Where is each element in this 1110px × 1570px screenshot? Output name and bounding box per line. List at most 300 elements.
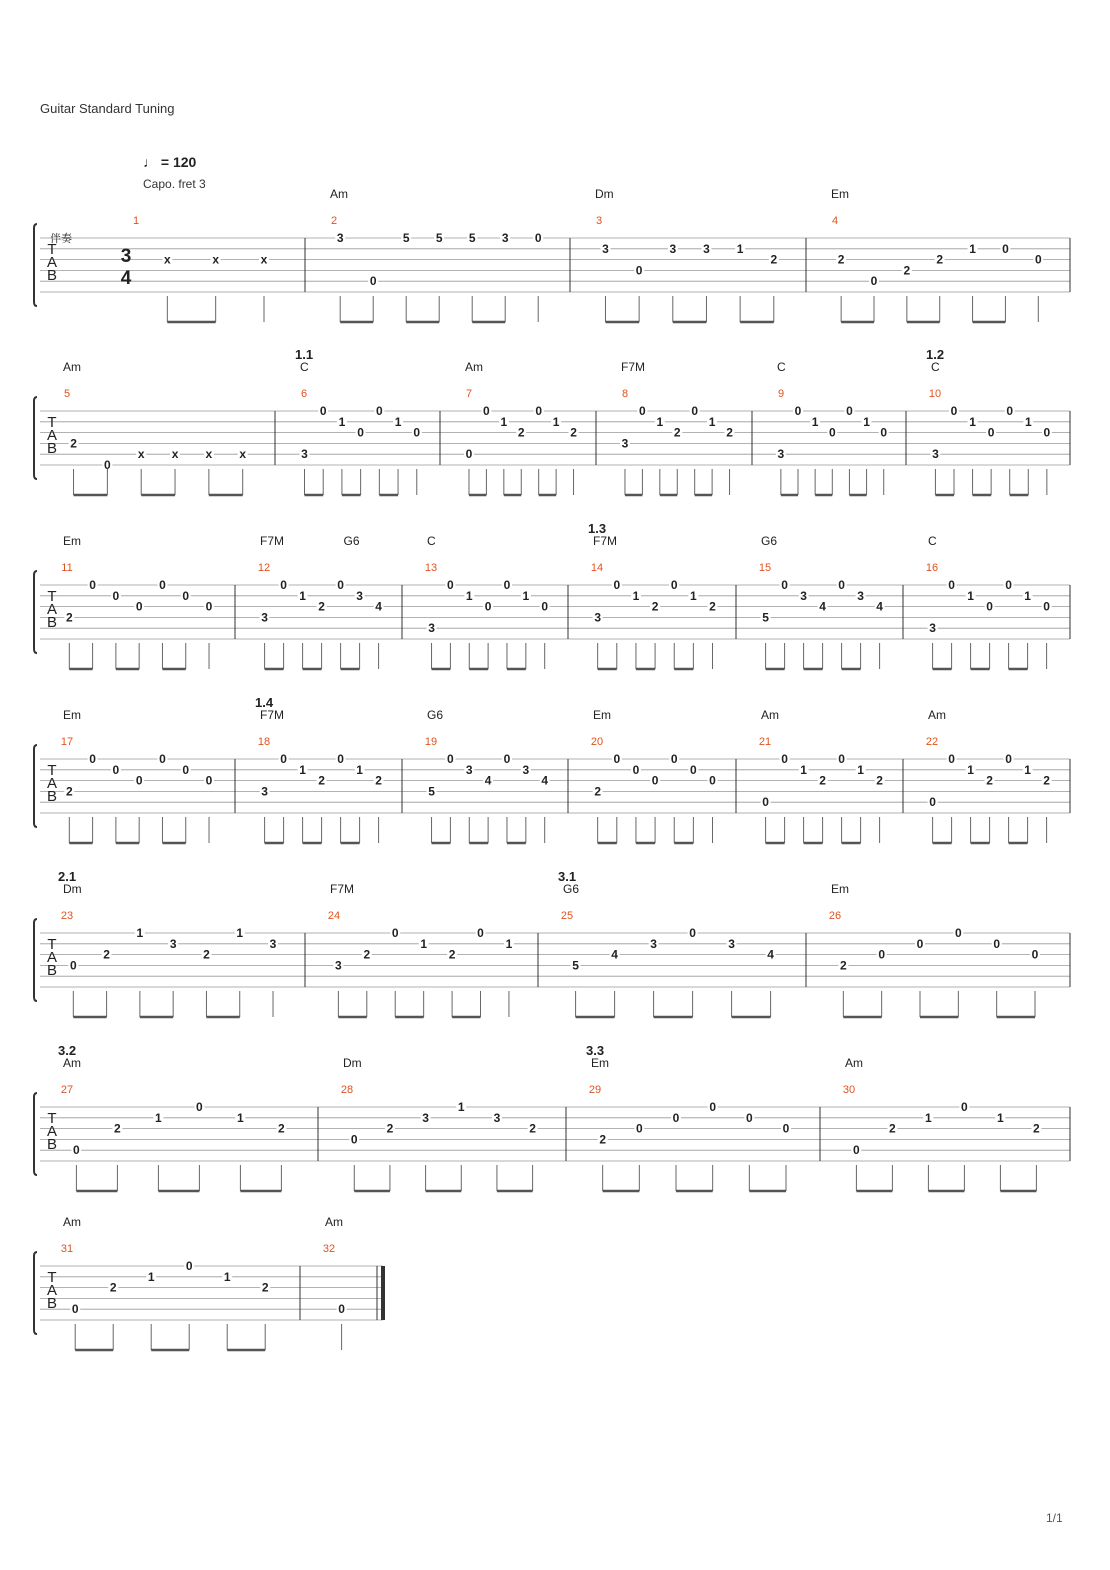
fret-number: 3 xyxy=(669,241,677,256)
staff-system xyxy=(34,1043,1070,1191)
measure-number: 29 xyxy=(588,1084,602,1096)
fret-number: 3 xyxy=(777,447,785,462)
fret-number: 4 xyxy=(819,599,826,614)
fret-number: 1 xyxy=(863,414,870,429)
measure xyxy=(464,360,579,495)
fret-number: 3 xyxy=(621,436,629,451)
measure xyxy=(425,534,550,669)
chord-name: Em xyxy=(831,187,849,201)
staff-system xyxy=(34,869,1070,1017)
track-name: 伴奏 xyxy=(50,233,72,245)
tab-clef-letter: T xyxy=(47,936,57,953)
measure-number: 22 xyxy=(925,736,939,748)
measure-number: 4 xyxy=(831,215,839,227)
measure-number: 14 xyxy=(590,562,604,574)
fret-number: 0 xyxy=(1005,578,1012,592)
fret-number: 1 xyxy=(505,936,513,951)
fret-number: 0 xyxy=(670,752,678,766)
fret-number: 3 xyxy=(932,447,939,462)
volta-label: 3.1 xyxy=(558,869,577,884)
fret-number: 1 xyxy=(155,1110,162,1125)
fret-number: 1 xyxy=(237,1110,244,1125)
fret-number: 0 xyxy=(613,752,621,766)
fret-number: 0 xyxy=(182,588,190,603)
staff-bracket xyxy=(34,919,37,1001)
fret-number: 2 xyxy=(570,425,577,440)
chord-name: Em xyxy=(591,1056,609,1070)
measure xyxy=(759,708,885,843)
fret-number: 1 xyxy=(465,588,473,603)
time-signature-top: 3 xyxy=(120,246,132,267)
chord-name: C xyxy=(931,360,940,374)
tab-clef-letter: T xyxy=(47,1110,57,1127)
chord-name: Am xyxy=(845,1056,863,1070)
fret-number: 2 xyxy=(65,610,73,625)
fret-number: 5 xyxy=(402,231,410,245)
fret-number: 1 xyxy=(800,762,807,777)
fret-number: 2 xyxy=(819,773,826,788)
fret-number: 0 xyxy=(159,578,166,592)
fret-number: 1 xyxy=(552,414,560,429)
fret-number: 1 xyxy=(420,936,428,951)
fret-number: 2 xyxy=(70,436,77,451)
fret-number: 0 xyxy=(954,926,962,940)
fret-number: 4 xyxy=(375,599,382,614)
fret-number: 3 xyxy=(594,610,602,625)
chord-name: Em xyxy=(63,534,81,548)
chord-name: C xyxy=(427,534,436,548)
measure-number: 8 xyxy=(621,388,629,400)
measure xyxy=(843,1056,1042,1191)
fret-number: 3 xyxy=(356,588,363,603)
fret-number: 2 xyxy=(278,1121,285,1136)
fret-number: 1 xyxy=(632,588,640,603)
measure xyxy=(926,708,1052,843)
fret-number: 4 xyxy=(767,947,774,962)
measure xyxy=(591,708,718,843)
measure-number: 32 xyxy=(322,1243,336,1255)
fret-number: 0 xyxy=(182,762,190,777)
tab-clef-letter: T xyxy=(47,414,57,431)
fret-number: 2 xyxy=(903,263,911,278)
tab-clef-letter: A xyxy=(46,1123,58,1140)
measure-number: 6 xyxy=(300,388,308,400)
fret-number: 2 xyxy=(599,1132,607,1147)
measure xyxy=(341,1056,538,1191)
fret-number: 2 xyxy=(876,773,883,788)
measure xyxy=(588,521,718,669)
fret-number: 0 xyxy=(651,773,659,788)
fret-number: 0 xyxy=(135,773,143,788)
fret-number: 0 xyxy=(635,1121,643,1136)
fret-number: 0 xyxy=(89,752,96,766)
fret-number: 0 xyxy=(280,578,287,592)
volta-label: 1.2 xyxy=(926,347,945,362)
tab-clef-letter: A xyxy=(46,775,58,792)
measure-number: 16 xyxy=(925,562,939,574)
chord-name: Em xyxy=(593,708,611,722)
fret-number: 0 xyxy=(986,599,993,614)
fret-number: 1 xyxy=(967,762,974,777)
fret-number: 0 xyxy=(503,752,511,766)
fret-number: 0 xyxy=(534,231,542,245)
tuning-label: Guitar Standard Tuning xyxy=(40,101,175,116)
tab-clef-letter: A xyxy=(46,949,58,966)
measure xyxy=(295,347,422,495)
fret-number: 2 xyxy=(770,252,778,267)
tab-clef-letter: B xyxy=(46,614,58,631)
tab-clef-letter: A xyxy=(46,1282,58,1299)
chord-name: C xyxy=(300,360,309,374)
fret-number: 1 xyxy=(299,588,306,603)
measure xyxy=(759,534,885,669)
fret-number: 4 xyxy=(611,947,618,962)
chord-name: G6 xyxy=(427,708,444,722)
measure-number: 26 xyxy=(828,910,842,922)
fret-number: 0 xyxy=(853,1143,860,1158)
fret-number: 0 xyxy=(357,425,364,440)
fret-number: 0 xyxy=(1005,752,1012,766)
measure xyxy=(586,1043,791,1191)
fret-number: 1 xyxy=(811,414,819,429)
fret-number: 2 xyxy=(726,425,733,440)
staff-bracket xyxy=(34,224,37,306)
staff-system xyxy=(34,695,1070,843)
fret-number: 2 xyxy=(673,425,681,440)
chord-name: Am xyxy=(63,1056,81,1070)
fret-number: 0 xyxy=(280,752,287,766)
fret-number: 0 xyxy=(1043,599,1050,614)
fret-number: 0 xyxy=(484,599,492,614)
volta-label: 1.4 xyxy=(255,695,274,710)
fret-number: 0 xyxy=(670,578,678,592)
fret-number: 1 xyxy=(394,414,402,429)
fret-number: 0 xyxy=(828,425,836,440)
fret-number: 2 xyxy=(375,773,382,788)
page-number: 1/1 xyxy=(1046,1511,1063,1525)
fret-number: 1 xyxy=(1024,762,1031,777)
fret-number: 3 xyxy=(800,588,807,603)
fret-number: 0 xyxy=(375,404,383,418)
capo-label: Capo. fret 3 xyxy=(143,177,206,191)
measure-number: 17 xyxy=(60,736,74,748)
fret-number: 3 xyxy=(857,588,864,603)
fret-number: 0 xyxy=(413,425,421,440)
fret-number: 0 xyxy=(639,404,646,418)
fret-number: 1 xyxy=(690,588,697,603)
fret-number: 0 xyxy=(185,1259,193,1273)
fret-number: 1 xyxy=(656,414,664,429)
chord-name: F7M xyxy=(260,708,284,722)
fret-number: x xyxy=(137,447,145,462)
chord-name: G6 xyxy=(343,534,360,548)
fret-number: 1 xyxy=(708,414,716,429)
measure xyxy=(328,882,514,1017)
measure xyxy=(133,215,269,322)
fret-number: 0 xyxy=(838,752,845,766)
fret-number: 0 xyxy=(878,947,886,962)
fret-number: 3 xyxy=(422,1110,429,1125)
fret-number: 0 xyxy=(1002,241,1009,256)
fret-number: 0 xyxy=(447,752,454,766)
fret-number: 0 xyxy=(477,926,484,940)
chord-name: G6 xyxy=(563,882,580,896)
fret-number: 0 xyxy=(196,1100,203,1114)
fret-number: 0 xyxy=(794,404,802,418)
staff-system xyxy=(34,347,1070,495)
measure xyxy=(61,1215,270,1350)
fret-number: 0 xyxy=(535,404,543,418)
measure xyxy=(258,534,384,669)
fret-number: 5 xyxy=(428,784,435,799)
fret-number: 0 xyxy=(112,588,120,603)
chord-name: Dm xyxy=(595,187,614,201)
staff-system xyxy=(34,1215,383,1350)
measure-number: 13 xyxy=(424,562,438,574)
fret-number: 2 xyxy=(837,252,845,267)
measure-number: 7 xyxy=(465,388,473,400)
measure xyxy=(58,869,278,1017)
chord-name: Dm xyxy=(63,882,82,896)
measure-number: 1 xyxy=(132,215,140,227)
measure-number: 9 xyxy=(777,388,785,400)
fret-number: 0 xyxy=(993,936,1001,951)
fret-number: 1 xyxy=(969,414,976,429)
fret-number: 0 xyxy=(782,1121,790,1136)
fret-number: 0 xyxy=(987,425,995,440)
tempo-value: = 120 xyxy=(160,154,197,170)
chord-name: C xyxy=(777,360,786,374)
measure-number: 19 xyxy=(424,736,438,748)
tab-clef-letter: A xyxy=(46,254,58,271)
fret-number: 0 xyxy=(71,1302,79,1317)
fret-number: 0 xyxy=(689,926,696,940)
fret-number: 0 xyxy=(112,762,120,777)
fret-number: 1 xyxy=(997,1110,1004,1125)
measure xyxy=(829,882,1040,1017)
volta-label: 2.1 xyxy=(58,869,77,884)
fret-number: 0 xyxy=(337,578,344,592)
measure-number: 12 xyxy=(257,562,271,574)
fret-number: 3 xyxy=(261,784,268,799)
fret-number: 0 xyxy=(916,936,924,951)
fret-number: 0 xyxy=(762,795,769,810)
fret-number: 0 xyxy=(635,263,643,278)
measure-number: 15 xyxy=(758,562,772,574)
fret-number: 2 xyxy=(65,784,73,799)
chord-name: C xyxy=(928,534,937,548)
fret-number: 5 xyxy=(762,610,769,625)
fret-number: 4 xyxy=(484,773,492,788)
measure-number: 2 xyxy=(330,215,338,227)
chord-name: Dm xyxy=(343,1056,362,1070)
fret-number: 3 xyxy=(169,936,177,951)
chord-name: Am xyxy=(330,187,348,201)
staff-system xyxy=(34,521,1070,669)
measure xyxy=(831,187,1043,322)
measure-number: 28 xyxy=(340,1084,354,1096)
quarter-note-icon: ♩ xyxy=(143,154,157,170)
fret-number: 2 xyxy=(1033,1121,1040,1136)
fret-number: 5 xyxy=(435,231,443,245)
measure-number: 5 xyxy=(63,388,71,400)
tab-clef-letter: T xyxy=(47,241,57,258)
fret-number: 2 xyxy=(203,947,210,962)
volta-label: 3.2 xyxy=(58,1043,77,1058)
fret-number: 0 xyxy=(104,458,111,472)
fret-number: 2 xyxy=(709,599,716,614)
fret-number: 4 xyxy=(876,599,883,614)
fret-number: 2 xyxy=(936,252,944,267)
fret-number: x xyxy=(239,447,247,462)
staff-bracket xyxy=(34,1252,37,1334)
fret-number: 1 xyxy=(338,414,346,429)
tab-clef-letter: B xyxy=(46,1295,58,1312)
tab-clef-letter: B xyxy=(46,267,58,284)
fret-number: 3 xyxy=(602,241,609,256)
fret-number: 2 xyxy=(318,773,325,788)
fret-number: 0 xyxy=(205,599,213,614)
measure xyxy=(558,869,776,1017)
fret-number: 0 xyxy=(135,599,143,614)
fret-number: 0 xyxy=(89,578,96,592)
measure xyxy=(926,534,1052,669)
fret-number: 0 xyxy=(69,958,77,973)
measure-number: 21 xyxy=(758,736,772,748)
measure xyxy=(61,534,214,669)
fret-number: 2 xyxy=(103,947,110,962)
fret-number: 0 xyxy=(1034,252,1042,267)
fret-number: 1 xyxy=(925,1110,932,1125)
staff-bracket xyxy=(34,397,37,479)
chord-name: Em xyxy=(63,708,81,722)
fret-number: 1 xyxy=(1024,414,1032,429)
fret-number: x xyxy=(260,252,268,267)
fret-number: 1 xyxy=(522,588,530,603)
tab-clef-letter: A xyxy=(46,601,58,618)
fret-number: 0 xyxy=(319,404,327,418)
tab-clef-letter: T xyxy=(47,762,57,779)
fret-number: 0 xyxy=(709,1100,717,1114)
fret-number: 0 xyxy=(948,752,955,766)
chord-name: Am xyxy=(63,360,81,374)
chord-name: F7M xyxy=(593,534,617,548)
fret-number: 0 xyxy=(632,762,640,777)
tab-clef-letter: B xyxy=(46,788,58,805)
fret-number: 0 xyxy=(929,795,936,810)
tab-clef-letter: T xyxy=(47,588,57,605)
measure xyxy=(776,360,889,495)
fret-number: 1 xyxy=(1024,588,1031,603)
fret-number: 0 xyxy=(880,425,888,440)
fret-number: 3 xyxy=(929,621,936,636)
fret-number: 3 xyxy=(336,231,344,245)
chord-name: Am xyxy=(928,708,946,722)
measure xyxy=(595,187,779,322)
fret-number: 2 xyxy=(1043,773,1050,788)
measure-number: 10 xyxy=(928,388,942,400)
measure xyxy=(63,360,248,495)
fret-number: 1 xyxy=(967,588,974,603)
fret-number: 0 xyxy=(948,578,955,592)
fret-number: 0 xyxy=(391,926,399,940)
fret-number: 2 xyxy=(839,958,847,973)
fret-number: 0 xyxy=(1031,947,1039,962)
measure-number: 25 xyxy=(560,910,574,922)
fret-number: 1 xyxy=(223,1269,231,1284)
fret-number: 0 xyxy=(838,578,845,592)
measure-number: 3 xyxy=(595,215,603,227)
tab-clef-letter: A xyxy=(46,427,58,444)
fret-number: 3 xyxy=(703,241,710,256)
chord-name: G6 xyxy=(761,534,778,548)
fret-number: x xyxy=(205,447,213,462)
tab-clef-letter: B xyxy=(46,440,58,457)
fret-number: 3 xyxy=(261,610,268,625)
chord-name: F7M xyxy=(330,882,354,896)
fret-number: 0 xyxy=(483,404,490,418)
fret-number: 2 xyxy=(517,425,525,440)
fret-number: 0 xyxy=(159,752,166,766)
fret-number: 0 xyxy=(672,1110,680,1125)
staff-system xyxy=(34,187,1070,322)
fret-number: x xyxy=(212,252,220,267)
measure-number: 31 xyxy=(60,1243,74,1255)
fret-number: 2 xyxy=(261,1280,269,1295)
fret-number: 0 xyxy=(691,404,699,418)
fret-number: 2 xyxy=(386,1121,394,1136)
fret-number: 1 xyxy=(356,762,363,777)
staff-bracket xyxy=(34,571,37,653)
staff-bracket xyxy=(34,1093,37,1175)
measure xyxy=(58,1043,286,1191)
fret-number: 2 xyxy=(594,784,602,799)
fret-number: 3 xyxy=(269,936,277,951)
chord-name: F7M xyxy=(621,360,645,374)
measure-number: 11 xyxy=(61,562,73,574)
fret-number: 0 xyxy=(950,404,958,418)
fret-number: 0 xyxy=(745,1110,753,1125)
fret-number: 0 xyxy=(1006,404,1014,418)
fret-number: 2 xyxy=(109,1280,117,1295)
fret-number: 0 xyxy=(369,274,377,289)
fret-number: 3 xyxy=(301,447,308,462)
fret-number: 2 xyxy=(986,773,993,788)
measure-number: 18 xyxy=(257,736,271,748)
fret-number: 0 xyxy=(338,1302,345,1317)
fret-number: 0 xyxy=(961,1100,968,1114)
fret-number: 0 xyxy=(690,762,697,777)
measure xyxy=(61,708,214,843)
fret-number: 3 xyxy=(501,231,509,245)
fret-number: 0 xyxy=(1043,425,1051,440)
fret-number: 1 xyxy=(857,762,864,777)
measure-number: 27 xyxy=(60,1084,74,1096)
fret-number: 3 xyxy=(493,1110,501,1125)
tab-clef-letter: B xyxy=(46,1136,58,1153)
fret-number: 1 xyxy=(147,1269,155,1284)
fret-number: 0 xyxy=(465,447,473,462)
fret-number: 5 xyxy=(468,231,476,245)
chord-name: F7M xyxy=(260,534,284,548)
fret-number: 2 xyxy=(529,1121,536,1136)
volta-label: 1.1 xyxy=(295,347,314,362)
fret-number: 0 xyxy=(709,773,716,788)
fret-number: 5 xyxy=(572,958,579,973)
fret-number: 0 xyxy=(870,274,878,289)
tab-clef-letter: T xyxy=(47,1269,57,1286)
fret-number: 0 xyxy=(447,578,454,592)
